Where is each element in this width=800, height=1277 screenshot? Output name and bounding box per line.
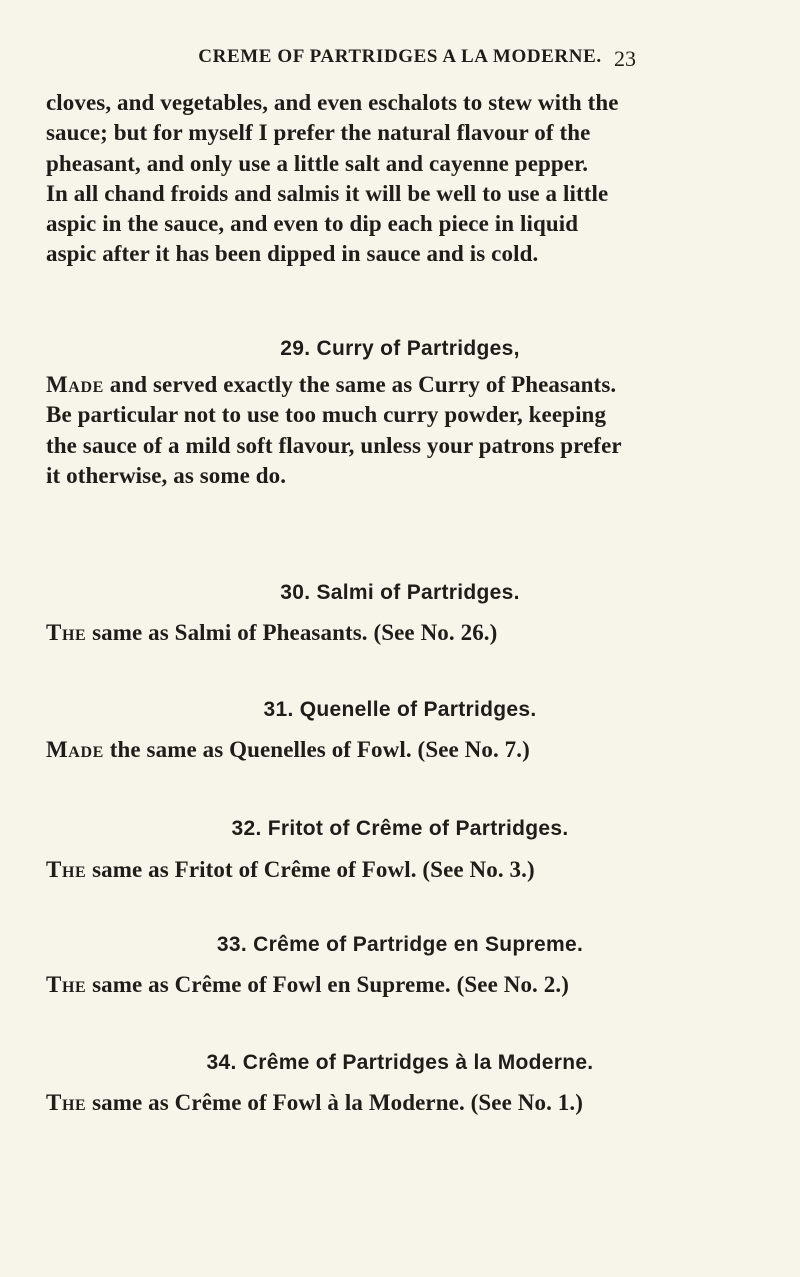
running-title: CREME OF PARTRIDGES A LA MODERNE. [198, 46, 602, 67]
text-line: sauce; but for myself I prefer the natural flavour of the [46, 120, 591, 146]
text-line: aspic after it has been dipped in sauce and is cold. [46, 241, 539, 267]
text-line [46, 970, 696, 1000]
text-line: In all chand froids and salmis it will be well to use a little [46, 180, 609, 206]
section-paragraph-32 [46, 855, 696, 885]
text-line [46, 370, 696, 400]
text-line: cloves, and vegetables, and even eschalots to stew with the [46, 90, 619, 115]
text-line: it otherwise, as some do. [46, 462, 287, 488]
text-line: aspic in the sauce, and even to dip each piece in liquid [46, 211, 579, 237]
lead-word: The [46, 972, 87, 997]
section-heading-31: 31. Quenelle of Partridges. [263, 698, 537, 721]
section-heading-30: 30. Salmi of Partridges. [280, 581, 520, 604]
line-text: the same as Quenelles of Fowl. (See No. 7.) [103, 737, 530, 762]
lead-word: The [46, 620, 87, 645]
text-line [46, 855, 696, 885]
section-paragraph-34 [46, 1088, 696, 1118]
text-line: the sauce of a mild soft flavour, unless your patrons prefer [46, 432, 622, 458]
lead-word: Made [46, 737, 104, 762]
text-line [46, 1088, 696, 1118]
text-line [46, 618, 696, 648]
line-text: same as Salmi of Pheasants. (See No. 26.) [86, 620, 498, 645]
page-number: 23 [614, 46, 636, 71]
text-line: Be particular not to use too much curry powder, keeping [46, 402, 607, 428]
lead-word: Made [46, 372, 104, 397]
lead-word: The [46, 1090, 87, 1115]
section-heading-34: 34. Crême of Partridges à la Moderne. [206, 1051, 594, 1074]
section-paragraph-30 [46, 618, 696, 648]
section-heading-32: 32. Fritot of Crême of Partridges. [231, 817, 569, 840]
intro-paragraph [46, 88, 696, 270]
text-line: pheasant, and only use a little salt and cayenne pepper. [46, 150, 589, 176]
line-text: and served exactly the same as Curry of Pheasants. [103, 372, 617, 397]
section-paragraph-29 [46, 370, 696, 491]
section-paragraph-31 [46, 735, 696, 765]
line-text: same as Crême of Fowl en Supreme. (See No. 2.) [86, 972, 569, 997]
section-paragraph-33 [46, 970, 696, 1000]
line-text: same as Fritot of Crême of Fowl. (See No. 3.) [86, 857, 535, 882]
section-heading-33: 33. Crême of Partridge en Supreme. [216, 933, 584, 956]
lead-word: The [46, 857, 87, 882]
section-heading-29: 29. Curry of Partridges, [280, 337, 520, 360]
line-text: same as Crême of Fowl à la Moderne. (See No. 1.) [86, 1090, 583, 1115]
running-header [0, 46, 800, 76]
text-line [46, 735, 696, 765]
